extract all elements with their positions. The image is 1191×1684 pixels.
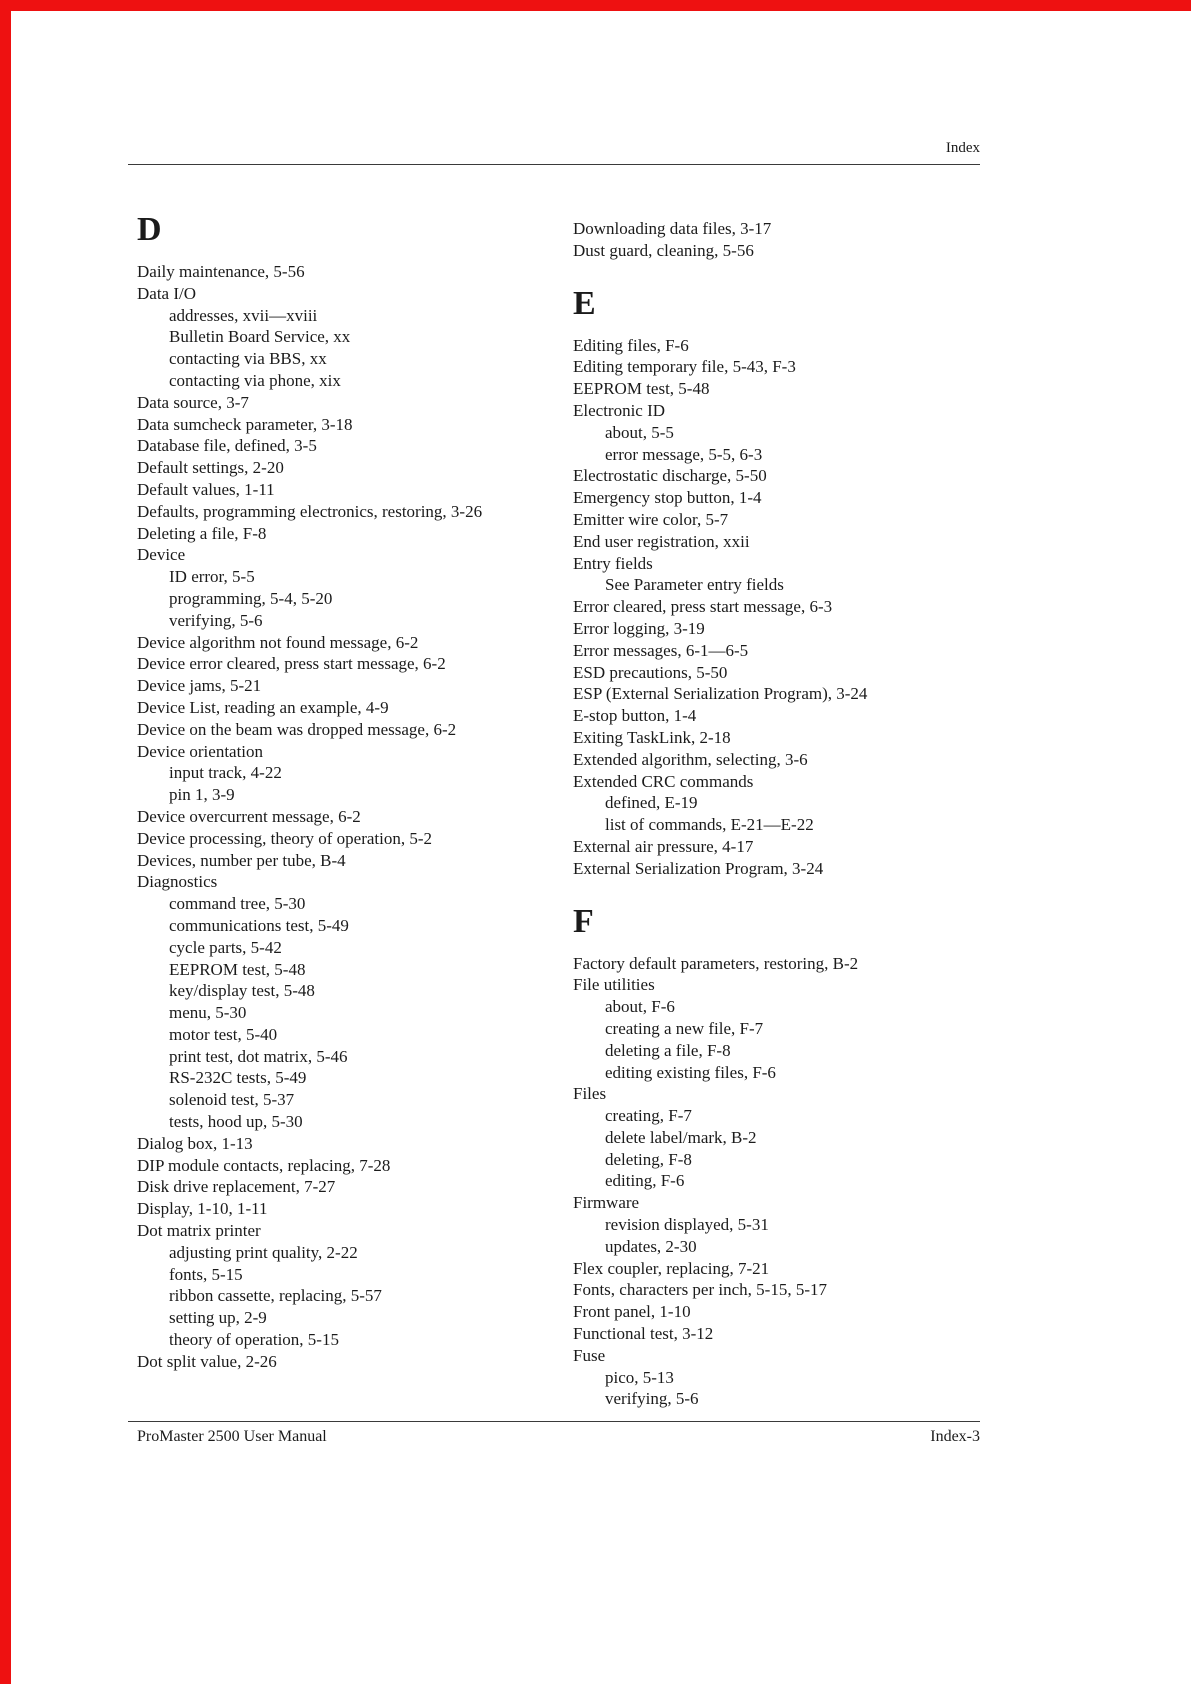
index-entry: Bulletin Board Service, xx (169, 327, 351, 347)
index-entry: Firmware (573, 1193, 640, 1213)
index-entry: Dot matrix printer (137, 1221, 261, 1241)
index-entry: Entry fields (573, 553, 653, 573)
index-entry: Electrostatic discharge, 5-50 (573, 466, 767, 486)
scan-edge-top (0, 0, 1191, 11)
index-entry: setting up, 2-9 (169, 1308, 267, 1328)
index-entry: Diagnostics (137, 872, 218, 892)
index-entry: ID error, 5-5 (169, 567, 255, 587)
index-entry: Front panel, 1-10 (573, 1302, 691, 1322)
index-entry: Devices, number per tube, B-4 (137, 850, 346, 870)
index-entry: Downloading data files, 3-17 (573, 219, 772, 238)
index-entry: Device algorithm not found message, 6-2 (137, 632, 419, 652)
index-entry: Flex coupler, replacing, 7-21 (573, 1258, 770, 1278)
index-entry: creating a new file, F-7 (605, 1018, 764, 1038)
index-entry: RS-232C tests, 5-49 (169, 1068, 307, 1088)
index-entry: Device (137, 545, 186, 565)
index-entry: deleting a file, F-8 (605, 1040, 731, 1060)
index-entry: verifying, 5-6 (169, 610, 263, 630)
index-entry: Device List, reading an example, 4-9 (137, 697, 389, 717)
index-entry: Display, 1-10, 1-11 (137, 1199, 268, 1219)
index-entry: Defaults, programming electronics, restoring, 3-26 (137, 501, 483, 521)
index-entry: Disk drive replacement, 7-27 (137, 1177, 336, 1197)
index-entry: EEPROM test, 5-48 (573, 379, 710, 399)
index-entry: Editing files, F-6 (573, 335, 689, 355)
index-entry: ribbon cassette, replacing, 5-57 (169, 1286, 382, 1306)
index-entry: Extended algorithm, selecting, 3-6 (573, 749, 808, 769)
index-entry: Error cleared, press start message, 6-3 (573, 597, 833, 617)
index-entry: See Parameter entry fields (605, 575, 784, 595)
index-entry: Dust guard, cleaning, 5-56 (573, 240, 754, 260)
index-entry: solenoid test, 5-37 (169, 1090, 295, 1110)
scan-edge-left (0, 0, 11, 1684)
index-entry: pico, 5-13 (605, 1367, 674, 1387)
index-entry: Device on the beam was dropped message, 6-2 (137, 719, 457, 739)
index-entry: Editing temporary file, 5-43, F-3 (573, 357, 796, 377)
index-entry: Exiting TaskLink, 2-18 (573, 727, 731, 747)
running-header (128, 140, 980, 157)
index-entry: Device error cleared, press start message, 6-2 (137, 654, 446, 674)
index-entry: Functional test, 3-12 (573, 1324, 714, 1344)
index-entry: about, F-6 (605, 997, 675, 1017)
index-entry: pin 1, 3-9 (169, 785, 235, 805)
index-entry: Extended CRC commands (573, 771, 754, 791)
index-entry: addresses, xvii—xviii (169, 305, 318, 325)
index-entry: verifying, 5-6 (605, 1389, 699, 1409)
index-entry: Database file, defined, 3-5 (137, 436, 317, 456)
index-entry: E-stop button, 1-4 (573, 706, 697, 726)
index-entry: creating, F-7 (605, 1106, 692, 1126)
index-entry: key/display test, 5-48 (169, 981, 315, 1001)
index-entry: Device orientation (137, 741, 264, 761)
index-entry: list of commands, E-21—E-22 (605, 815, 814, 835)
index-entry: contacting via phone, xix (169, 370, 341, 390)
index-entry: tests, hood up, 5-30 (169, 1112, 303, 1132)
index-entry: External air pressure, 4-17 (573, 836, 754, 856)
index-entry: Dialog box, 1-13 (137, 1133, 253, 1153)
index-entry: deleting, F-8 (605, 1149, 692, 1169)
index-entry: cycle parts, 5-42 (169, 937, 282, 957)
index-entry: Files (573, 1084, 607, 1104)
index-entry: motor test, 5-40 (169, 1024, 278, 1044)
header-rule (128, 164, 980, 165)
index-entry: communications test, 5-49 (169, 915, 349, 935)
index-entry: Device overcurrent message, 6-2 (137, 806, 361, 826)
index-entry: ESP (External Serialization Program), 3-24 (573, 684, 868, 704)
index-entry: Emergency stop button, 1-4 (573, 488, 762, 508)
index-entry: Electronic ID (573, 400, 666, 420)
index-entry: about, 5-5 (605, 422, 674, 442)
index-entry: File utilities (573, 975, 655, 995)
footer-rule (128, 1421, 980, 1422)
index-entry: Data source, 3-7 (137, 392, 249, 412)
index-entry: delete label/mark, B-2 (605, 1127, 757, 1147)
index-entry: error message, 5-5, 6-3 (605, 444, 763, 464)
footer-page-number: Index-3 (930, 1428, 980, 1445)
index-entry: External Serialization Program, 3-24 (573, 858, 824, 878)
index-entry: editing, F-6 (605, 1171, 685, 1191)
index-entry: updates, 2-30 (605, 1236, 697, 1256)
index-entry: Deleting a file, F-8 (137, 523, 267, 543)
index-entry: Daily maintenance, 5-56 (137, 262, 305, 281)
index-entry: programming, 5-4, 5-20 (169, 588, 333, 608)
index-entry: Emitter wire color, 5-7 (573, 509, 729, 529)
index-entry: theory of operation, 5-15 (169, 1330, 339, 1350)
index-entry: ESD precautions, 5-50 (573, 662, 728, 682)
letter-heading: F (573, 902, 594, 940)
index-entry: print test, dot matrix, 5-46 (169, 1046, 348, 1066)
index-entry: Data sumcheck parameter, 3-18 (137, 414, 353, 434)
index-entry: Error messages, 6-1—6-5 (573, 640, 749, 660)
index-entry: Data I/O (137, 283, 197, 303)
index-column-left (137, 212, 552, 1373)
index-entry: revision displayed, 5-31 (605, 1215, 769, 1235)
index-entry: defined, E-19 (605, 793, 698, 813)
footer-manual-title: ProMaster 2500 User Manual (137, 1428, 327, 1445)
index-entry: Dot split value, 2-26 (137, 1351, 277, 1371)
index-entry: Device processing, theory of operation, 5-2 (137, 828, 433, 848)
index-entry: Factory default parameters, restoring, B-2 (573, 953, 859, 973)
index-entry: Fonts, characters per inch, 5-15, 5-17 (573, 1280, 827, 1300)
index-entry: fonts, 5-15 (169, 1264, 243, 1284)
index-column-right (573, 218, 993, 1410)
page-footer (137, 1428, 980, 1446)
index-entry: Default values, 1-11 (137, 479, 275, 499)
index-entry: Error logging, 3-19 (573, 618, 705, 638)
index-entry: adjusting print quality, 2-22 (169, 1242, 358, 1262)
letter-heading: E (573, 284, 596, 322)
index-entry: editing existing files, F-6 (605, 1062, 776, 1082)
index-entry: Device jams, 5-21 (137, 676, 262, 696)
index-entry: menu, 5-30 (169, 1003, 247, 1023)
letter-heading: D (137, 211, 162, 248)
index-entry: command tree, 5-30 (169, 894, 306, 914)
index-entry: Fuse (573, 1345, 606, 1365)
index-entry: Default settings, 2-20 (137, 458, 284, 478)
index-entry: DIP module contacts, replacing, 7-28 (137, 1155, 391, 1175)
index-entry: End user registration, xxii (573, 531, 750, 551)
index-entry: EEPROM test, 5-48 (169, 959, 306, 979)
running-header-label: Index (945, 140, 980, 156)
index-entry: input track, 4-22 (169, 763, 282, 783)
index-entry: contacting via BBS, xx (169, 349, 327, 369)
